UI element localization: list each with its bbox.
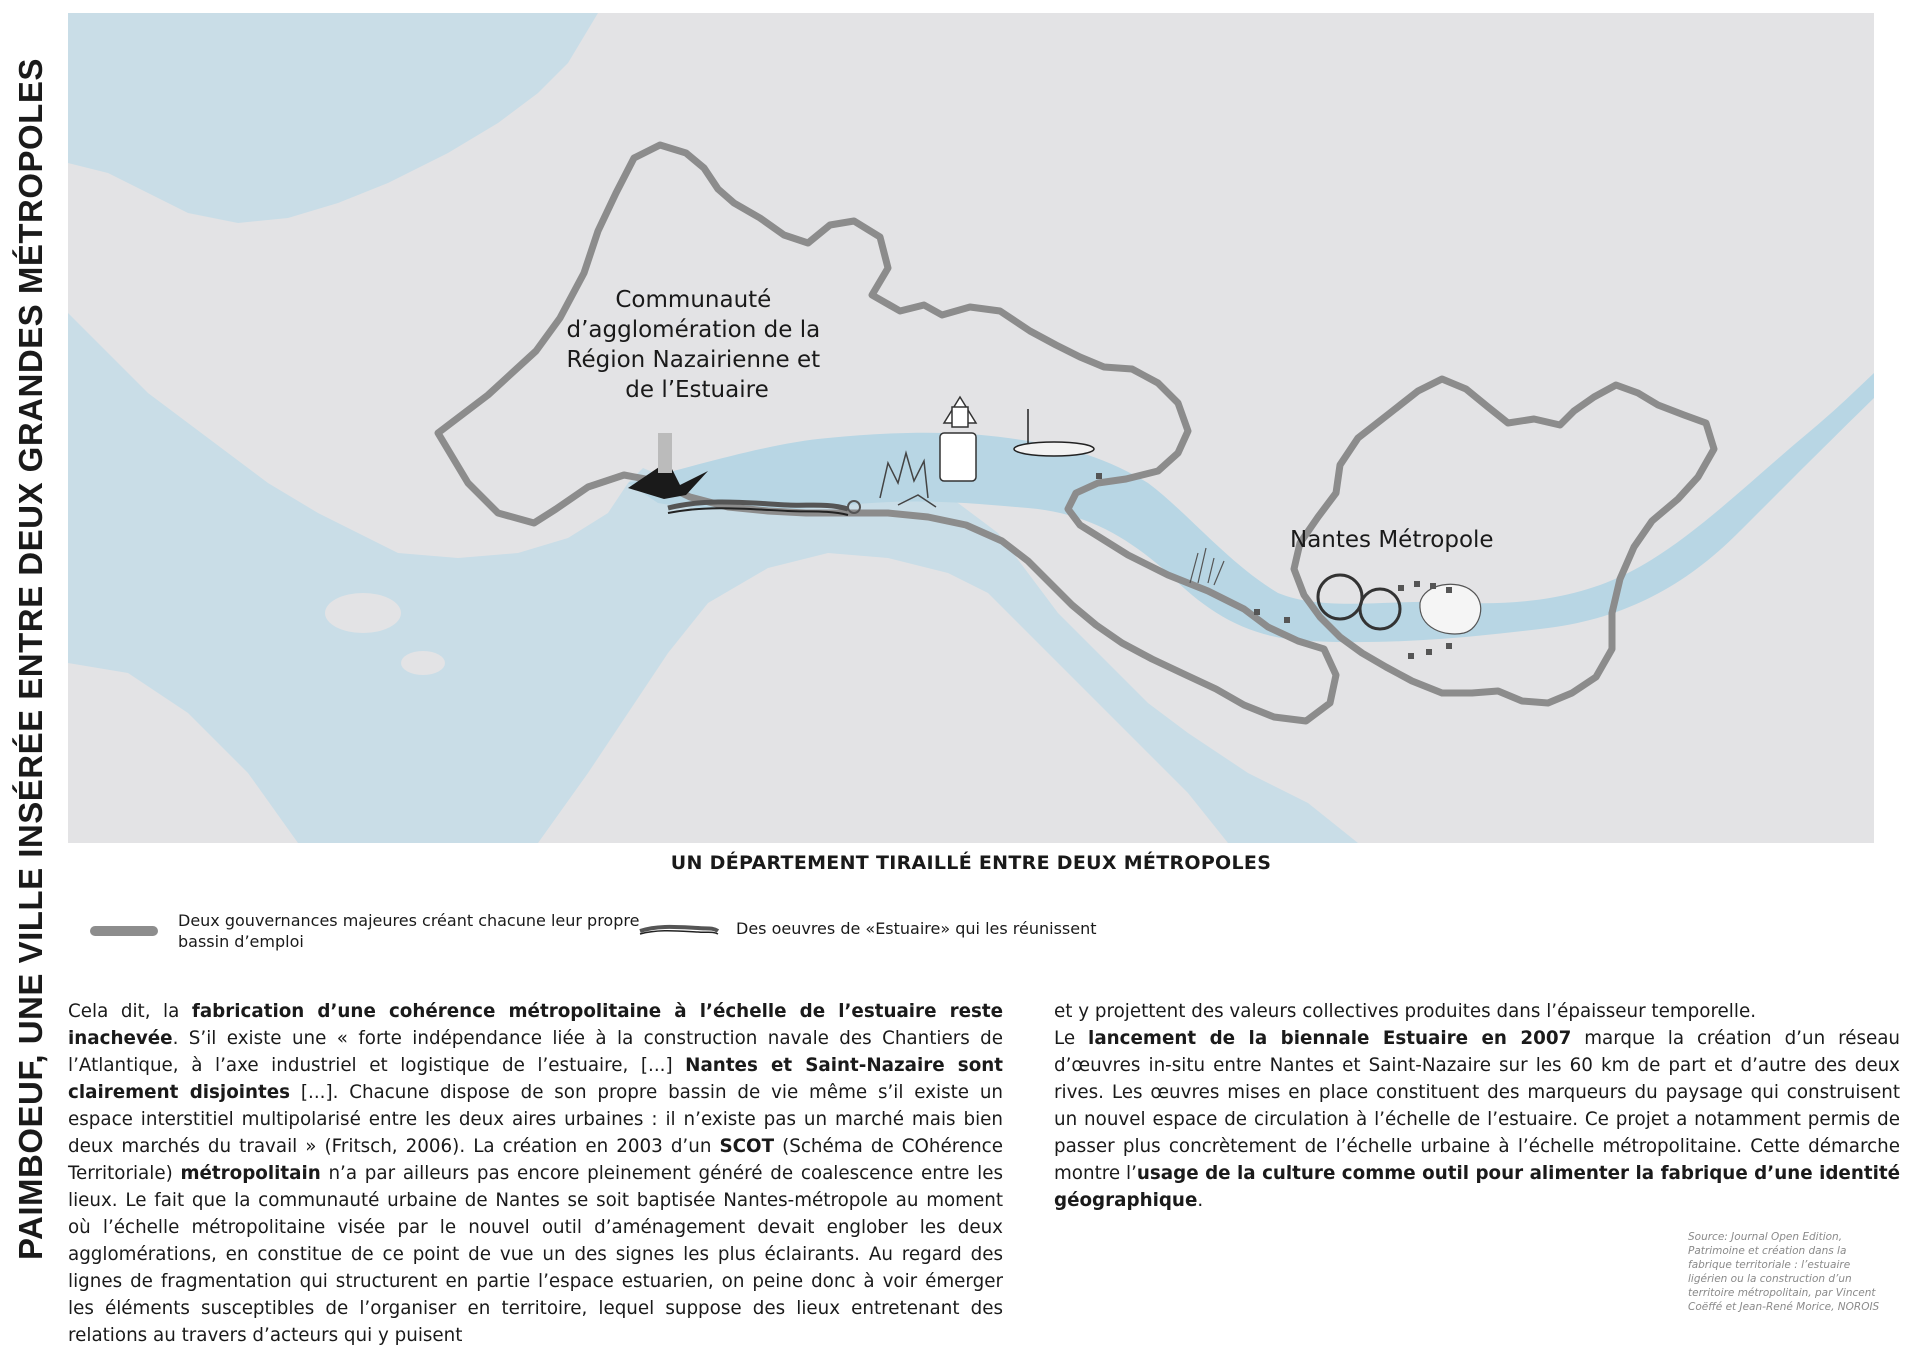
island [325, 593, 401, 633]
text-run: marque la création d’un réseau d’œuvres in-situ entre Nantes et Saint-Nazaire sur les 60 km de part et d’autre des deux rives. Les œuvres mises en place constituent des marqueurs du paysage qui construisent un nouvel espace de circulation à l’échelle de l’estuaire. Ce projet a notamment permis de passer plus concrètement de l’échelle urbaine à l’échelle métropolitaine. Cette démarche montre l’ [1054, 1028, 1901, 1184]
text-bold: métropolitain [180, 1163, 321, 1184]
legend-governance [90, 910, 648, 952]
boundary-line-icon [90, 926, 158, 936]
text-bold: fabrication d’une cohérence métropolitaine à l’échelle de l’estuaire reste inachevée [68, 1001, 1004, 1049]
text-run: et y projettent des valeurs collectives produites dans l’épaisseur temporelle. [1054, 1001, 1757, 1022]
left-text-column [68, 998, 1003, 1349]
side-title: PAIMBOEUF, UNE VILLE INSÉRÉE ENTRE DEUX GRANDES MÉTROPOLES [12, 58, 49, 1260]
text-run: Le [1054, 1028, 1089, 1049]
right-text-column [1054, 998, 1900, 1214]
nantes-label: Nantes Métropole [1290, 527, 1494, 553]
carene-label: Communauté d’agglomération de la Région Nazairienne et de l’Estuaire [566, 287, 821, 403]
text-bold: usage de la culture comme outil pour alimenter la fabrique d’une identité géographique [1054, 1163, 1900, 1211]
text-run: . S’il existe une « forte indépendance liée à la construction navale des Chantiers de l’Atlantique, à l’axe industriel et logistique de l’estuaire, [...] [68, 1028, 1003, 1076]
text-bold: lancement de la biennale Estuaire en 2007 [1088, 1028, 1572, 1049]
text-run: . [1197, 1190, 1204, 1211]
text-run: [...]. Chacune dispose de son propre bassin de vie même s’il existe un espace interstitiel multipolarisé entre les deux aires urbaines : il n’existe pas un marché mais bien deux marchés du travail » (Fritsch, 2006). La création en 2003 d’un [68, 1082, 1004, 1157]
estuary-map [68, 13, 1874, 843]
text-run: n’a par ailleurs pas encore pleinement généré de coalescence entre les lieux. Le fait que la communauté urbaine de Nantes se soit baptisée Nantes-métropole au moment où l’échelle métropolitaine visée par le nouvel outil d’aménagement devait englober les deux agglomérations, en constitue de ce point de vue un des signes les plus éclairants. Au regard des lignes de fragmentation qui structurent en partie l’espace estuarien, on peine donc à voir émerger les éléments susceptibles de l’organiser en territoire, lequel suppose des lieux entretenant des relations au travers d’acteurs qui y puisent [68, 1163, 1003, 1346]
text-bold: SCOT [719, 1136, 775, 1157]
paragraph [1054, 1025, 1900, 1214]
paragraph [1054, 998, 1900, 1025]
legend-artworks-text: Des oeuvres de «Estuaire» qui les réunissent [736, 919, 1097, 938]
source-note: Source: Journal Open Edition, Patrimoine et création dans la fabrique territoriale : l’estuaire ligérien ou la construction d’un territoire métropolitain, par Vincent Coëffé et Jean-René Morice, NOROIS [1688, 1231, 1880, 1313]
island [401, 651, 445, 675]
serpent-artwork-icon [638, 919, 722, 939]
text-bold: Nantes et Saint-Nazaire sont clairement disjointes [68, 1055, 1004, 1103]
legend-governance-text: Deux gouvernances majeures créant chacune leur propre bassin d’emploi [178, 911, 640, 951]
map-caption: UN DÉPARTEMENT TIRAILLÉ ENTRE DEUX MÉTROPOLES [670, 852, 1272, 874]
text-run: (Schéma de COhérence Territoriale) [68, 1136, 1003, 1184]
text-run: Cela dit, la [68, 1001, 192, 1022]
legend-artworks [638, 918, 1097, 939]
